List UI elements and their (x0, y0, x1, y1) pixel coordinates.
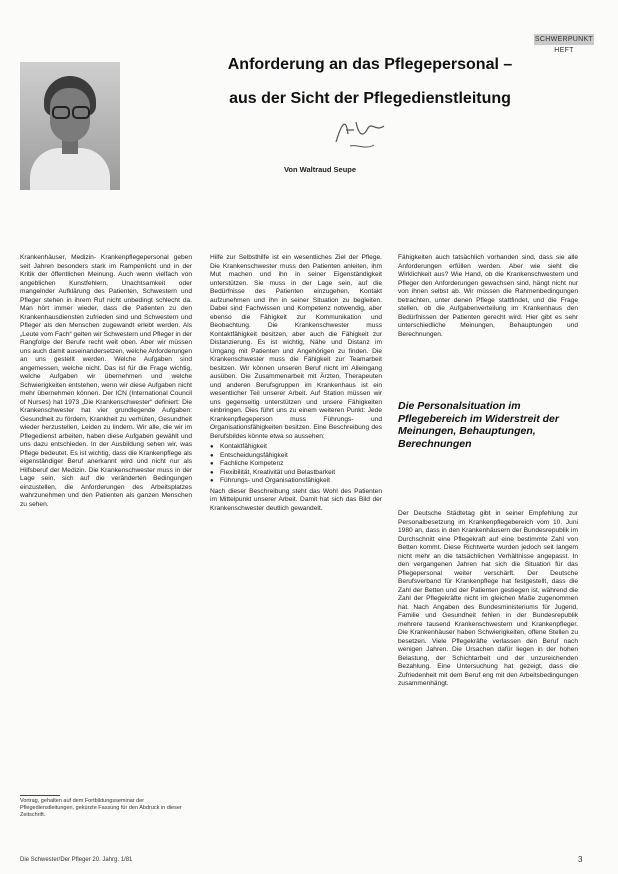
title-line-1: Anforderung an das Pflegepersonal – (227, 56, 513, 73)
text-column-1: Krankenhäuser, Medizin- Krankenpflegepersonal geben seit Jahren besonders stark im Rampenlicht und in der Kritik der öffentlichen Meinung. Auch wenn vielfach von angeblichen Kunstfehlern, Unachtsamkeit oder mangelnder Aufklärung des Patienten, Schwestern und Pfleger stehen in ihrem Ruf nicht unbedingt schlecht da. Man hört immer wieder, dass die Patienten zu den Krankenhausdiensten zufrieden sind und Schwestern und Pfleger als den Menschen zugewandt erlebt werden. Als „Leute vom Fach“ gelten wir Schwestern und Pfleger in der Rangfolge der Berufe recht weit oben. Aber wir müssen uns auch damit auseinandersetzen, welche Anforderungen an uns gestellt werden. Welche Aufgaben sind angemessen, welche nicht. Das ist für die Frage wichtig, welche Aufgaben wir übernehmen und welche Schwierigkeiten entstehen, wenn wir diese Aufgaben nicht mehr übernehmen können. Der ICN (International Council of Nurses) hat 1973 „Die Krankenschwester“ definiert: Die Krankenschwester hat vier grundlegende Aufgaben: Gesundheit zu fördern, Krankheit zu verhüten, Gesundheit wieder herzustellen, Leiden zu lindern. Wir alle, die wir im Pflegedienst arbeiten, haben diese Aufgaben gewählt und uns dazu entschieden. In der Ausbildung sehen wir, was Pflege bedeutet. Es ist wichtig, dass die Krankenpflege als eigenständiger Beruf anerkannt wird und nicht nur als Hilfsberuf der Medizin. Die Krankenschwester muss in der Lage sein, sich auf die veränderten Bedingungen einzustellen, die Anforderungen des Arbeitsplatzes wahrzunehmen und den Patienten als ganzen Menschen zu sehen. (20, 254, 192, 508)
footnote-rule (20, 795, 60, 796)
portrait-glasses-right (72, 106, 90, 119)
text-column-3: Fähigkeiten auch tatsächlich vorhanden sind, dass sie alle Anforderungen erfüllen werden. Aber wie sieht die Wirklichkeit aus? Wie Hand, ob die Krankenschwestern und Pfleger den Anforderungen gewachsen sind, hängt nicht nur von ihnen selbst ab. Wir müssen die Rahmenbedingungen betrachten, unter denen Pflege stattfindet, und die Frage stellen, ob die Aufgabenverteilung im Krankenhaus den Bedürfnissen der Patienten gerecht wird. Hier gibt es sehr unterschiedliche Meinungen, Behauptungen und Berechnungen. (398, 254, 578, 338)
bullet-item: ● Führungs- und Organisationsfähigkeit (210, 477, 382, 486)
bullet-item: ● Entscheidungsfähigkeit (210, 452, 382, 461)
column-2-tail: Nach dieser Beschreibung steht das Wohl des Patienten im Mittelpunkt unserer Arbeit. Damit hat sich das Bild der Krankenschwester deutlich gewandelt. (210, 487, 382, 512)
text-column-3-continued: Der Deutsche Städtetag gibt in seiner Empfehlung zur Personalbesetzung im Krankenpflegebereich vom 10. Juni 1980 an, dass in den Krankenhäusern der Bundesrepublik im Durchschnitt eine Pflegekraft auf eine bestimmte Zahl von Betten kommt. Diese Richtwerte wurden jedoch seit langem nicht mehr an die tatsächlichen Verhältnisse angepasst. In den vergangenen Jahren hat sich die Situation für das Pflegepersonal weiter verschärft. Der Deutsche Berufsverband für Krankenpflege hat festgestellt, dass die Zahl der Betten und der Patienten gestiegen ist, während die Zahl der Pflegekräfte nicht im gleichen Maße zugenommen hat. Nach Angaben des Bundesministeriums für Jugend, Familie und Gesundheit fehlen in der Bundesrepublik mehrere tausend Krankenschwestern und Krankenpfleger. Die Krankenhäuser haben Schwierigkeiten, offene Stellen zu besetzen. Viele Pflegekräfte verlassen den Beruf nach wenigen Jahren. Die Ursachen dafür liegen in der hohen Belastung, der Schichtarbeit und der unzureichenden Bezahlung. Eine Untersuchung hat gezeigt, dass die Zufriedenheit mit dem Beruf eng mit den Arbeitsbedingungen zusammenhängt. (398, 510, 578, 688)
footnote: Vortrag, gehalten auf dem Fortbildungsseminar der Pflegedienstleitungen, gekürzte Fassung für den Abdruck in dieser Zeitschrift. (20, 798, 182, 818)
portrait-collar (30, 148, 110, 190)
bullet-item: ● Fachliche Kompetenz (210, 460, 382, 469)
title-line-2: aus der Sicht der Pflegedienstleitung (229, 90, 511, 107)
text-column-2 (210, 254, 382, 842)
column-2-body: Hilfe zur Selbsthilfe ist ein wesentliches Ziel der Pflege. Die Krankenschwester muss den Patienten anleiten, ihm Mut machen und ihn in seiner Eigenständigkeit unterstützen. Sie muss in der Lage sein, auf die Bedürfnisse des Patienten einzugehen, Kontakt aufzunehmen und ihn in seiner Situation zu begleiten. Dabei sind Fachwissen und Kompetenz notwendig, aber ebenso die Fähigkeit zur Kommunikation und Beobachtung. Die Krankenschwester muss Kontaktfähigkeit besitzen, aber auch die Fähigkeit zur Distanzierung. Es ist wichtig, Nähe und Distanz im Umgang mit Patienten und Angehörigen zu finden. Die Krankenschwester muss die Fähigkeit zur Teamarbeit besitzen. Wir können unseren Beruf nicht im Alleingang ausüben. Die Zusammenarbeit mit Ärzten, Therapeuten und anderen Berufsgruppen im Krankenhaus ist ein wesentlicher Teil unserer Arbeit. Auf Station müssen wir uns gegenseitig unterstützen und unsere Fähigkeiten einbringen. Dies führt uns zu einem weiteren Punkt: Jede Krankenpflegeperson muss Führungs- und Organisationsfähigkeiten besitzen. Eine Beschreibung des Berufsbildes könnte etwa so aussehen: (210, 254, 382, 440)
section-subheading: Die Personalsituation im Pflegebereich im Widerstreit der Meinungen, Behauptungen, Berechnungen (398, 400, 559, 450)
author-portrait (20, 62, 120, 190)
bullet-item: ● Kontaktfähigkeit (210, 443, 382, 452)
byline: Von Waltraud Seupe (283, 165, 357, 174)
handwritten-signature (332, 112, 392, 156)
bullet-item: ● Flexibilität, Kreativität und Belastbarkeit (210, 469, 382, 478)
portrait-glasses-left (52, 106, 70, 119)
article-title (150, 48, 590, 116)
portrait-neck (62, 140, 78, 154)
journal-footer: Die Schwester/Der Pfleger 20. Jahrg. 1/81 (20, 857, 133, 863)
bullet-list (210, 443, 382, 486)
section-rubric: SCHWERPUNKT HEFT (534, 36, 594, 54)
page-number: 3 (578, 855, 583, 864)
